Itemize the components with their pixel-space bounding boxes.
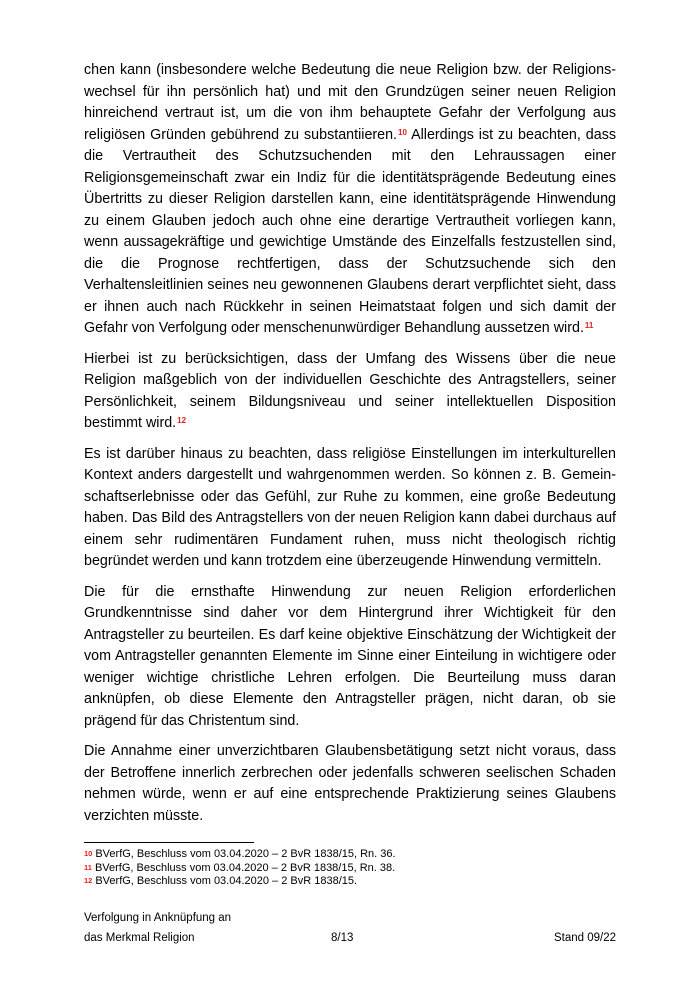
footnote-number: 10 <box>84 849 93 858</box>
footnote-10 <box>84 848 616 862</box>
footer-row <box>84 932 616 948</box>
page-footer <box>84 912 616 948</box>
paragraph: Hierbei ist zu berücksichtigen, dass der Umfang des Wissens über die neue Religion maßgeblich von der individuellen Geschichte des Antragstellers, seiner Persönlichkeit, seinem Bildungsniveau und seiner intellektuellen Disposition bestimmt wird.$^{12}$ <box>84 350 616 431</box>
footnote-divider <box>84 842 254 843</box>
paragraph: Die für die ernsthafte Hinwendung zur neuen Religion erforderlichen Grundkenntnisse sind daher vor dem Hintergrund ihrer Wichtigkeit für den Antragsteller zu beurteilen. Es darf keine objektive Einschätzung der Wichtigkeit der vom Antragsteller genannten Elemente im Sinne einer Einteilung in wichtigere oder weniger wichtige christliche Lehren erfolgen. Die Beurteilung muss daran anknüpfen, ob diese Elemente den Antragsteller prägen, nicht daran, ob sie prägend für das Christentum sind. <box>84 583 616 729</box>
footnote-text: BVerfG, Beschluss vom 03.04.2020 – 2 BvR 1838/15. <box>95 875 358 887</box>
footnote-ref-12[interactable]: 12 <box>177 416 187 425</box>
footnote-12 <box>84 875 616 889</box>
body-text <box>84 60 616 836</box>
footnote-ref-10[interactable]: 10 <box>398 127 407 137</box>
paragraph: Die Annahme einer unverzichtbaren Glaubensbetätigung setzt nicht voraus, dass der Betroffene innerlich zerbrechen oder jedenfalls schweren seelischen Schaden nehmen würde, wenn er auf eine entsprechende Praktizierung seines Glaubens verzichten müsste. <box>84 743 616 824</box>
footnote-number: 12 <box>84 876 93 885</box>
footnotes <box>84 848 616 889</box>
footnote-11 <box>84 862 616 876</box>
paragraph: Es ist darüber hinaus zu beachten, dass religiöse Einstellungen im interkulturellen Kontext anders dargestellt und wahrgenommen werden. So können z. B. Gemeinschaftserlebnisse oder das Gefühl, zur Ruhe zu kommen, eine große Bedeutung haben. Das Bild des Antragstellers von der neuen Religion kann dabei durchaus auf einem sehr rudimentären Fundament ruhen, muss nicht theologisch richtig begründet werden und kann trotzdem eine überzeugende Hinwendung vermitteln. <box>84 445 616 569</box>
footer-title-line1: Verfolgung in Anknüpfung an <box>84 912 232 924</box>
paragraph: chen kann (insbesondere welche Bedeutung die neue Religion bzw. der Religionswechsel für ihn persönlich hat) und mit den Grundzügen seiner neuen Religion hinreichend vertraut ist, um die von ihm behauptete Gefahr der Verfolgung aus religiösen Gründen gebührend zu substantiieren.$^{10}$ Allerdings ist zu beachten, dass die Vertrautheit des Schutzsuchenden mit den Lehraussagen einer Religionsgemeinschaft zwar ein Indiz für die identitätsprägende Bedeutung eines Übertritts zu dieser Religion darstellen kann, eine identitätsprägende Hinwendung zu einem Glauben jedoch auch ohne eine derartige Vertrautheit vorliegen kann, wenn aussagekräftige und gewichtige Umstände des Einzelfalls festzustellen sind, die die Prognose rechtfertigen, dass der Schutzsuchende sich den Verhaltensleitlinien seines neu gewonnenen Glaubens derart verpflichtet sieht, dass er ihnen auch nach Rückkehr in seinen Heimatstaat folgen und sich damit der Gefahr von Verfolgung oder menschenunwürdiger Behandlung aussetzen wird.$^{11}$ <box>84 62 616 336</box>
footer-title-line2: das Merkmal Religion <box>84 932 195 944</box>
footnote-number: 11 <box>84 862 92 872</box>
page-number: 8/13 <box>331 932 354 944</box>
footnote-text: BVerfG, Beschluss vom 03.04.2020 – 2 BvR 1838/15, Rn. 36. <box>95 848 396 860</box>
footnote-ref-11[interactable]: 11 <box>584 321 594 330</box>
footnote-text: BVerfG, Beschluss vom 03.04.2020 – 2 BvR 1838/15, Rn. 38. <box>94 861 396 874</box>
document-status: Stand 09/22 <box>553 932 616 944</box>
